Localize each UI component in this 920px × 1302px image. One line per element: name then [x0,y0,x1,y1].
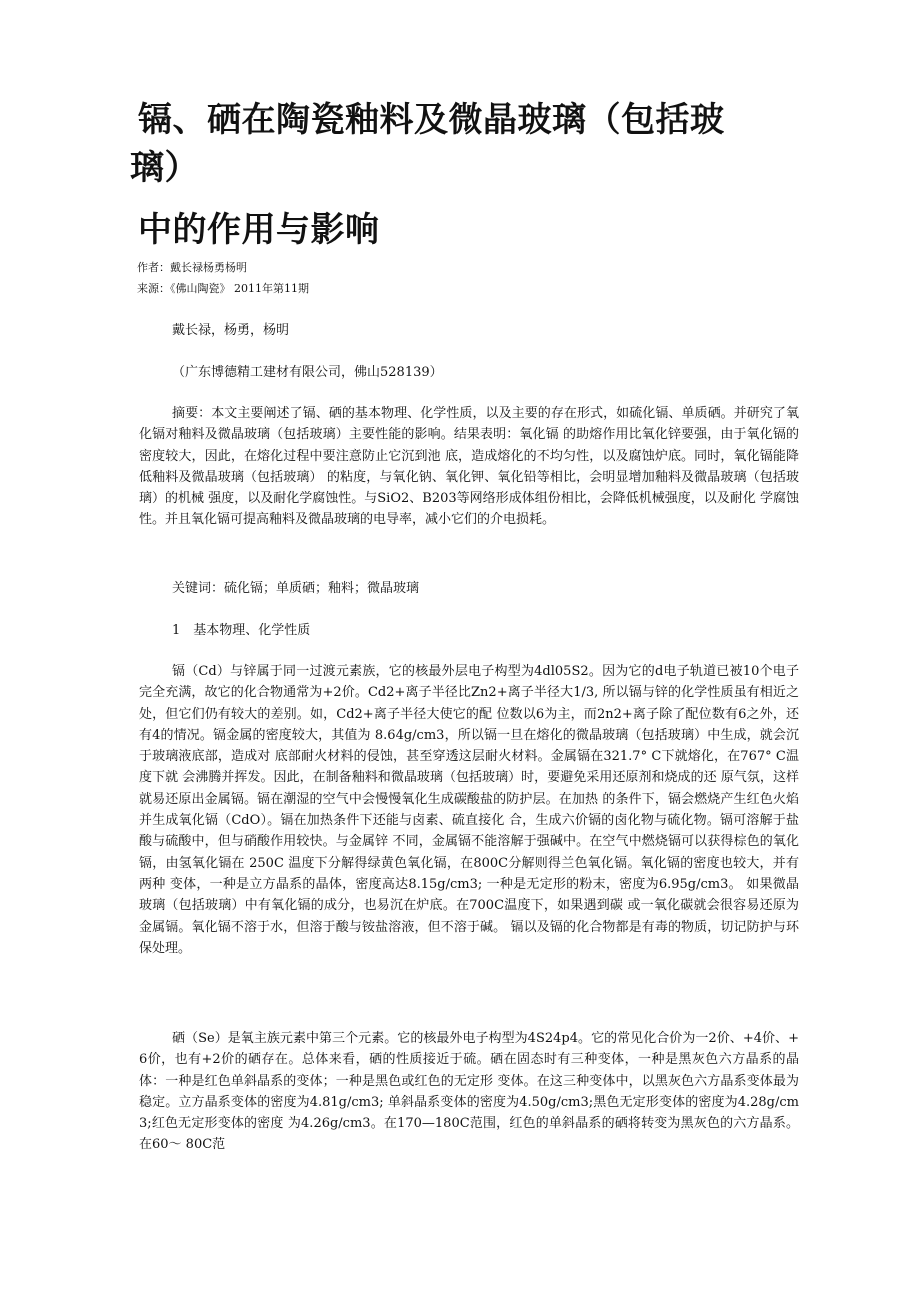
author-meta: 作者：戴长禄杨勇杨明 [137,261,247,274]
title-line-2: 璃） [130,148,199,188]
cadmium-paragraph: 镉（Cd）与锌属于同一过渡元素族，它的核最外层电子构型为4dl05S2。因为它的d电子轨道已被10个电子完全充满，故它的化合物通常为+2价。Cd2+离子半径比Zn2+离子半径大1/3, 所以镉与锌的化学性质虽有相近之处，但它们仍有较大的差别。如，Cd2+离子半径大使它的配 位数以6为主，而2n2+离子除了配位数有6之外，还有4的情况。镉金属的密度较大，其值为 8.64g/cm3，所以镉一旦在熔化的微晶玻璃（包括玻璃）中生成，就会沉于玻璃液底部，造成对 底部耐火材料的侵蚀，甚至穿透这层耐火材料。金属镉在321.7° C下就熔化，在767° C温度下就 会沸腾并挥发。因此，在制备釉料和微晶玻璃（包括玻璃）时，要避免采用还原剂和烧成的还 原气氛，这样就易还原出金属镉。镉在潮湿的空气中会慢慢氧化生成碳酸盐的防护层。在加热 的条件下，镉会燃烧产生红色火焰并生成氧化镉（CdO）。镉在加热条件下还能与卤素、硫直接化 合，生成六价镉的卤化物与硫化物。镉可溶解于盐酸与硫酸中，但与硝酸作用较快。与金属锌 不同，金属镉不能溶解于强碱中。在空气中燃烧镉可以获得棕色的氧化镉，由氢氧化镉在 250C 温度下分解得绿黄色氧化镉，在800C分解则得兰色氧化镉。氧化镉的密度也较大，并有两种 变体，一种是立方晶系的晶体，密度高达8.15g/cm3; 一种是无定形的粉末，密度为6.95g/cm3。 如果微晶玻璃（包括玻璃）中有氧化镉的成分，也易沉在炉底。在700C温度下，如果遇到碳 或一氧化碳就会很容易还原为金属镉。氧化镉不溶于水，但溶于酸与铵盐溶液，但不溶于碱。 镉以及镉的化合物都是有毒的物质，切记防护与环保处理。 [139,664,799,956]
selenium-paragraph: 硒（Se）是氧主族元素中第三个元素。它的核最外电子构型为4S24p4。它的常见化合价为一2价、+4价、+6价，也有+2价的硒存在。总体来看，硒的性质接近于硫。硒在固态时有三种变体，一种是黑灰色六方晶系的晶体：一种是红色单斜晶系的变体；一种是黑色或红色的无定形 变体。在这三种变体中，以黑灰色六方晶系变体最为稳定。立方晶系变体的密度为4.81g/cm3; 单斜晶系变体的密度为4.50g/cm3;黑色无定形变体的密度为4.28g/cm3;红色无定形变体的密度 为4.26g/cm3。在170—180C范围，红色的单斜晶系的硒将转变为黑灰色的六方晶系。在60〜 80C范 [139,1031,799,1153]
affiliation-line: （广东博德精工建材有限公司，佛山528139） [172,365,443,380]
section-1-heading: 1 基本物理、化学性质 [172,623,311,638]
keywords-line: 关键词：硫化镉；单质硒；釉料；微晶玻璃 [172,581,420,596]
abstract-paragraph: 摘要：本文主要阐述了镉、硒的基本物理、化学性质，以及主要的存在形式，如硫化镉、单质硒。并研究了氧化镉对釉料及微晶玻璃（包括玻璃）主要性能的影响。结果表明：氧化镉 的助熔作用比氧化锌要强，由于氧化镉的密度较大，因此，在熔化过程中要注意防止它沉到池 底，造成熔化的不均匀性，以及腐蚀炉底。同时，氧化镉能降低釉料及微晶玻璃（包括玻璃） 的粘度，与氧化钠、氧化钾、氧化铅等相比，会明显增加釉料及微晶玻璃（包括玻璃）的机械 强度，以及耐化学腐蚀性。与SiO2、B203等网络形成体组份相比，会降低机械强度，以及耐化 学腐蚀性。并且氧化镉可提高釉料及微晶玻璃的电导率，减小它们的介电损耗。 [139,406,799,528]
authors-line: 戴长禄，杨勇，杨明 [172,323,290,338]
title-line-1: 镉、硒在陶瓷釉料及微晶玻璃（包括玻 [138,100,725,140]
title-line-3: 中的作用与影响 [138,210,380,250]
source-meta: 来源：《佛山陶瓷》 2011年第11期 [137,282,309,295]
article-title [130,96,776,254]
